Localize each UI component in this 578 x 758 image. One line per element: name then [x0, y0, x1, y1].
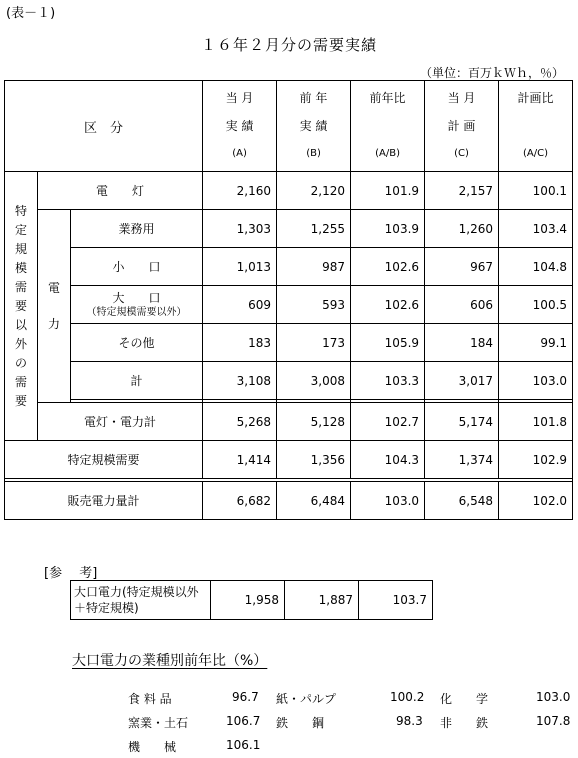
- industry-name: 機 械: [128, 740, 177, 754]
- industry-value: 100.2: [390, 690, 425, 704]
- row-label: その他: [71, 324, 203, 362]
- col-prev-actual: [277, 81, 351, 172]
- group-label: 特定規模需要以外の需要: [14, 203, 27, 408]
- cell: 967: [425, 248, 499, 286]
- industry-name: 紙・パルプ: [276, 692, 337, 706]
- cell: 606: [425, 286, 499, 324]
- cell: 102.0: [499, 482, 573, 520]
- cell: 609: [203, 286, 277, 324]
- col-header-code: (A): [232, 148, 247, 159]
- table-row: [5, 248, 573, 286]
- col-header-line: 計画比: [517, 91, 554, 105]
- cell: 103.4: [499, 210, 573, 248]
- cell: 987: [277, 248, 351, 286]
- cell: 100.5: [499, 286, 573, 324]
- col-current-actual: [203, 81, 277, 172]
- cell: 102.9: [499, 441, 573, 479]
- industry-value: 106.1: [226, 738, 261, 752]
- cell: 1,303: [203, 210, 277, 248]
- row-label: 計: [71, 362, 203, 400]
- cell: 102.7: [351, 403, 425, 441]
- industry-value: 107.8: [536, 714, 571, 728]
- col-header-line: 前年比: [369, 91, 406, 105]
- unit-note: （単位：百万ｋＷｈ，％）: [419, 66, 564, 80]
- cell: 6,484: [277, 482, 351, 520]
- group-label-vertical: [5, 172, 38, 441]
- col-header-code: (C): [454, 148, 469, 159]
- cell: 1,260: [425, 210, 499, 248]
- industry-title: 大口電力の業種別前年比（%）: [72, 653, 268, 669]
- cell: 1,958: [211, 581, 285, 620]
- demand-table: [4, 80, 573, 520]
- cell: 3,108: [203, 362, 277, 400]
- industry-name: 化 学: [440, 692, 489, 706]
- table-row: [5, 482, 573, 520]
- row-label: 小 口: [71, 248, 203, 286]
- table-row: [5, 172, 573, 210]
- industry-value: 103.0: [536, 690, 571, 704]
- cell: 184: [425, 324, 499, 362]
- col-plan-ratio: [499, 81, 573, 172]
- cell: 103.0: [351, 482, 425, 520]
- table-row: [5, 403, 573, 441]
- table-row: [5, 210, 573, 248]
- industry-value: 96.7: [232, 690, 259, 704]
- row-label-main: 大 口: [112, 290, 161, 305]
- cell: 2,120: [277, 172, 351, 210]
- table-row: [5, 324, 573, 362]
- industry-name: 窯業・土石: [128, 716, 189, 730]
- cell: 173: [277, 324, 351, 362]
- row-label: 電 灯: [38, 172, 203, 210]
- industry-name: 食 料 品: [128, 692, 172, 706]
- col-header-code: (A/C): [523, 148, 549, 159]
- cell: 3,008: [277, 362, 351, 400]
- col-header-line: 当 月: [225, 91, 254, 105]
- cell: 104.8: [499, 248, 573, 286]
- table-number: (表－１): [6, 6, 56, 21]
- cell: 5,268: [203, 403, 277, 441]
- header-row: [5, 81, 573, 172]
- table-row: [5, 286, 573, 324]
- cell: 6,548: [425, 482, 499, 520]
- industry-value: 98.3: [396, 714, 423, 728]
- col-plan: [425, 81, 499, 172]
- cell: 183: [203, 324, 277, 362]
- table-row: [71, 581, 433, 620]
- category-header: 区 分: [5, 81, 203, 172]
- row-label: 特定規模需要: [5, 441, 203, 479]
- industry-name: 鉄 鋼: [276, 716, 325, 730]
- col-header-code: (B): [306, 148, 321, 159]
- cell: 5,174: [425, 403, 499, 441]
- col-header-line: 計 画: [447, 119, 476, 133]
- cell: 5,128: [277, 403, 351, 441]
- reference-label: [参 考]: [44, 566, 98, 581]
- cell: 103.7: [359, 581, 433, 620]
- cell: 102.6: [351, 248, 425, 286]
- row-label: 大口電力(特定規模以外＋特定規模): [71, 581, 211, 620]
- industry-name: 非 鉄: [440, 716, 489, 730]
- cell: 103.0: [499, 362, 573, 400]
- cell: 6,682: [203, 482, 277, 520]
- power-label: 電力: [47, 281, 60, 331]
- row-label-sub: （特定規模需要以外）: [86, 306, 187, 318]
- cell: 99.1: [499, 324, 573, 362]
- col-header-line: 実 績: [299, 119, 328, 133]
- industry-value: 106.7: [226, 714, 261, 728]
- cell: 1,374: [425, 441, 499, 479]
- page-title: １６年２月分の需要実績: [200, 36, 377, 54]
- row-label: [71, 286, 203, 324]
- cell: 1,255: [277, 210, 351, 248]
- power-label-vertical: [38, 210, 71, 403]
- cell: 102.6: [351, 286, 425, 324]
- cell: 3,017: [425, 362, 499, 400]
- cell: 593: [277, 286, 351, 324]
- cell: 101.9: [351, 172, 425, 210]
- col-header-code: (A/B): [375, 148, 400, 159]
- cell: 1,414: [203, 441, 277, 479]
- cell: 101.8: [499, 403, 573, 441]
- col-header-line: 当 月: [447, 91, 476, 105]
- col-header-line: 前 年: [299, 91, 328, 105]
- row-label: 販売電力量計: [5, 482, 203, 520]
- cell: 105.9: [351, 324, 425, 362]
- cell: 2,157: [425, 172, 499, 210]
- col-header-line: 実 績: [225, 119, 254, 133]
- table-row: [5, 362, 573, 400]
- cell: 104.3: [351, 441, 425, 479]
- cell: 1,887: [285, 581, 359, 620]
- col-yoy: [351, 81, 425, 172]
- cell: 1,356: [277, 441, 351, 479]
- row-label: 電灯・電力計: [38, 403, 203, 441]
- table-row: [5, 441, 573, 479]
- cell: 103.3: [351, 362, 425, 400]
- reference-table: [70, 580, 433, 620]
- cell: 103.9: [351, 210, 425, 248]
- cell: 2,160: [203, 172, 277, 210]
- cell: 1,013: [203, 248, 277, 286]
- row-label: 業務用: [71, 210, 203, 248]
- cell: 100.1: [499, 172, 573, 210]
